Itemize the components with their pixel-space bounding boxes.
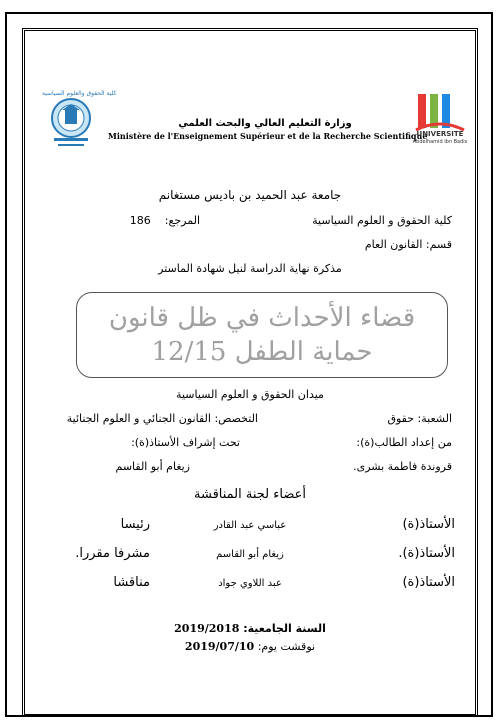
thesis-title-line-2: حماية الطفل 12/15	[151, 337, 373, 367]
committee-member-title: الأستاذ(ة)	[402, 517, 455, 532]
faculty-name: كلية الحقوق و العلوم السياسية	[312, 214, 452, 227]
committee-member-title: الأستاذ(ة)	[402, 575, 455, 590]
committee-member-name: عبد اللاوي جواد	[218, 578, 282, 589]
branch: الشعبة: حقوق	[387, 412, 452, 425]
ministry-arabic: وزارة التعليم العالي والبحث العلمي	[178, 118, 352, 129]
university-logo	[412, 90, 468, 160]
reference-value: 186	[129, 214, 151, 227]
committee-member-name: عباسي عبد القادر	[213, 520, 287, 531]
thesis-title-line-1: قضاء الأحداث في ظل قانون	[108, 303, 416, 333]
student-name: قروندة فاطمة بشرى.	[353, 460, 452, 473]
academic-year-label: السنة الجامعية:	[243, 622, 326, 635]
committee-member-name: زيغام أبو القاسم	[216, 549, 284, 560]
defense-date	[170, 640, 330, 653]
supervisor-label: تحت إشراف الأستاذ(ة):	[131, 436, 240, 449]
faculty-emblem-icon	[40, 88, 102, 158]
faculty-logo	[40, 88, 117, 158]
committee-member-role: مشرفا مقررا.	[75, 546, 150, 561]
reference	[90, 214, 200, 227]
supervisor-name: زيغام أبو القاسم	[115, 460, 190, 473]
university-logo-name: UNIVERSITE	[416, 130, 464, 138]
thesis-title-box	[76, 292, 448, 378]
committee-member-title: الأستاذ(ة).	[398, 546, 455, 561]
field: ميدان الحقوق و العلوم السياسية	[176, 388, 324, 401]
specialty: التخصص: القانون الجنائي و العلوم الجنائية	[66, 412, 258, 425]
committee-member-role: رئيسا	[120, 517, 150, 532]
academic-year	[170, 622, 330, 635]
department: قسم: القانون العام	[364, 238, 452, 251]
university-logo-sub: Abdelhamid Ibn Badis	[412, 139, 468, 145]
university-name: جامعة عبد الحميد بن باديس مستغانم	[158, 188, 342, 202]
committee-title: أعضاء لجنة المناقشة	[194, 487, 306, 502]
memo-type: مذكرة نهاية الدراسة لنيل شهادة الماستر	[158, 262, 342, 275]
reference-label: المرجع:	[164, 214, 200, 227]
defense-label: نوقشت يوم:	[257, 640, 316, 653]
defense-value: 2019/07/10	[184, 640, 255, 653]
faculty-logo-text: كلية الحقوق والعلوم السياسية	[42, 90, 117, 97]
academic-year-value: 2019/2018	[174, 622, 240, 635]
ministry-french: Ministère de l'Enseignement Supérieur et de la Recherche Scientifique	[108, 131, 428, 141]
prepared-by-label: من إعداد الطالب(ة):	[356, 436, 452, 449]
committee-member-role: مناقشا	[113, 575, 150, 590]
